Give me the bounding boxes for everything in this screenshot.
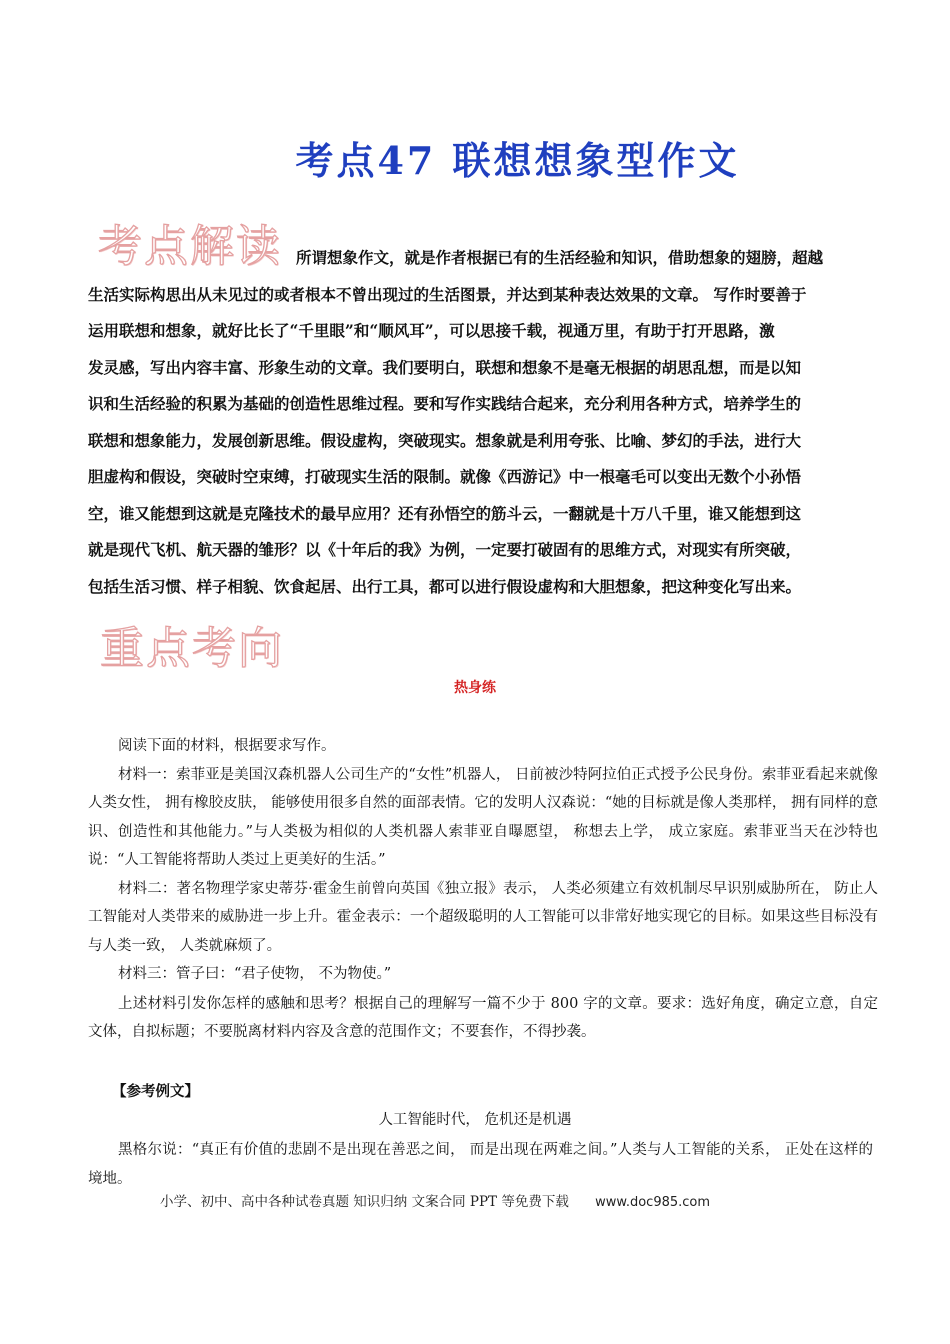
essay-title: 人工智能时代， 危机还是机遇 [378, 1112, 572, 1128]
material-two: 材料二：著名物理学家史蒂芬·霍金生前曾向英国《独立报》表示， 人类必须建立有效机制尽早识别威胁所在， 防止人工智能对人类带来的威胁进一步上升。霍金表示：一个超级聪明的人工智能可以非常好地实现它的目标。如果这些目标没有与人类一致， 人类就麻烦了。 [88, 880, 878, 954]
intro-line: 识和生活经验的积累为基础的创造性思维过程。要和写作实践结合起来，充分利用各种方式，培养学生的 [88, 394, 802, 413]
warmup-heading: 热身练 [454, 680, 496, 696]
material-three: 材料三：管子曰：“君子使物， 不为物使。” [118, 966, 392, 982]
intro-line: 运用联想和想象，就好比长了“千里眼”和“顺风耳”，可以思接千载，视通万里，有助于打开思路，激 [88, 321, 775, 340]
writing-task: 上述材料引发你怎样的感触和思考？根据自己的理解写一篇不少于 800 字的文章。要求：选好角度，确定立意，自定文体，自拟标题；不要脱离材料内容及含意的范围作文；不要套作，不得抄袭。 [88, 995, 878, 1040]
reference-essay-label: 【参考例文】 [112, 1083, 199, 1100]
intro-line: 包括生活习惯、样子相貌、饮食起居、出行工具，都可以进行假设虚构和大胆想象，把这种变化写出来。 [88, 576, 802, 596]
section-watermark-focus: 重点考向 [100, 623, 284, 674]
intro-line: 所谓想象作文，就是作者根据已有的生活经验和知识，借助想象的翅膀，超越 [296, 248, 824, 267]
exercise-prompt: 阅读下面的材料，根据要求写作。 [118, 738, 336, 754]
exercise-block [88, 732, 878, 1047]
page-title: 考点47 联想想象型作文 [295, 138, 740, 183]
intro-paragraph [88, 240, 863, 605]
footer-text: 小学、初中、高中各种试卷真题 知识归纳 文案合同 PPT 等免费下载 [160, 1194, 569, 1210]
footer [160, 1190, 710, 1210]
essay-paragraph: 黑格尔说：“真正有价值的悲剧不是出现在善恶之间， 而是出现在两难之间。”人类与人工智能的关系， 正处在这样的境地。 [88, 1142, 873, 1187]
intro-line: 就是现代飞机、航天器的雏形？以《十年后的我》为例，一定要打破固有的思维方式，对现实有所突破， [88, 540, 802, 559]
material-one: 材料一：索菲亚是美国汉森机器人公司生产的“女性”机器人， 日前被沙特阿拉伯正式授予公民身份。索菲亚看起来就像人类女性， 拥有橡胶皮肤， 能够使用很多自然的面部表情。它的发明人汉森说：“她的目标就是像人类那样， 拥有同样的意识、创造性和其他能力。”与人类极为相似的人类机器人索菲亚自曝愿望， 称想去上学， 成立家庭。索菲亚当天在沙特也说：“人工智能将帮助人类过上更美好的生活。” [88, 766, 878, 868]
intro-line: 生活实际构思出从未见过的或者根本不曾出现过的生活图景，并达到某种表达效果的文章。 写作时要善于 [88, 284, 807, 304]
footer-site-link[interactable]: www.doc985.com [595, 1195, 711, 1210]
intro-line: 发灵感，写出内容丰富、形象生动的文章。我们要明白，联想和想象不是毫无根据的胡思乱想，而是以知 [88, 357, 802, 377]
intro-line: 联想和想象能力，发展创新思维。假设虚构，突破现实。想象就是利用夸张、比喻、梦幻的手法，进行大 [88, 430, 802, 450]
intro-line: 胆虚构和假设，突破时空束缚，打破现实生活的限制。就像《西游记》中一根毫毛可以变出无数个小孙悟 [88, 467, 802, 486]
intro-line: 空，谁又能想到这就是克隆技术的最早应用？还有孙悟空的筋斗云，一翻就是十万八千里，谁又能想到这 [88, 503, 802, 523]
section-watermark-explanation: 考点解读 [98, 221, 282, 272]
